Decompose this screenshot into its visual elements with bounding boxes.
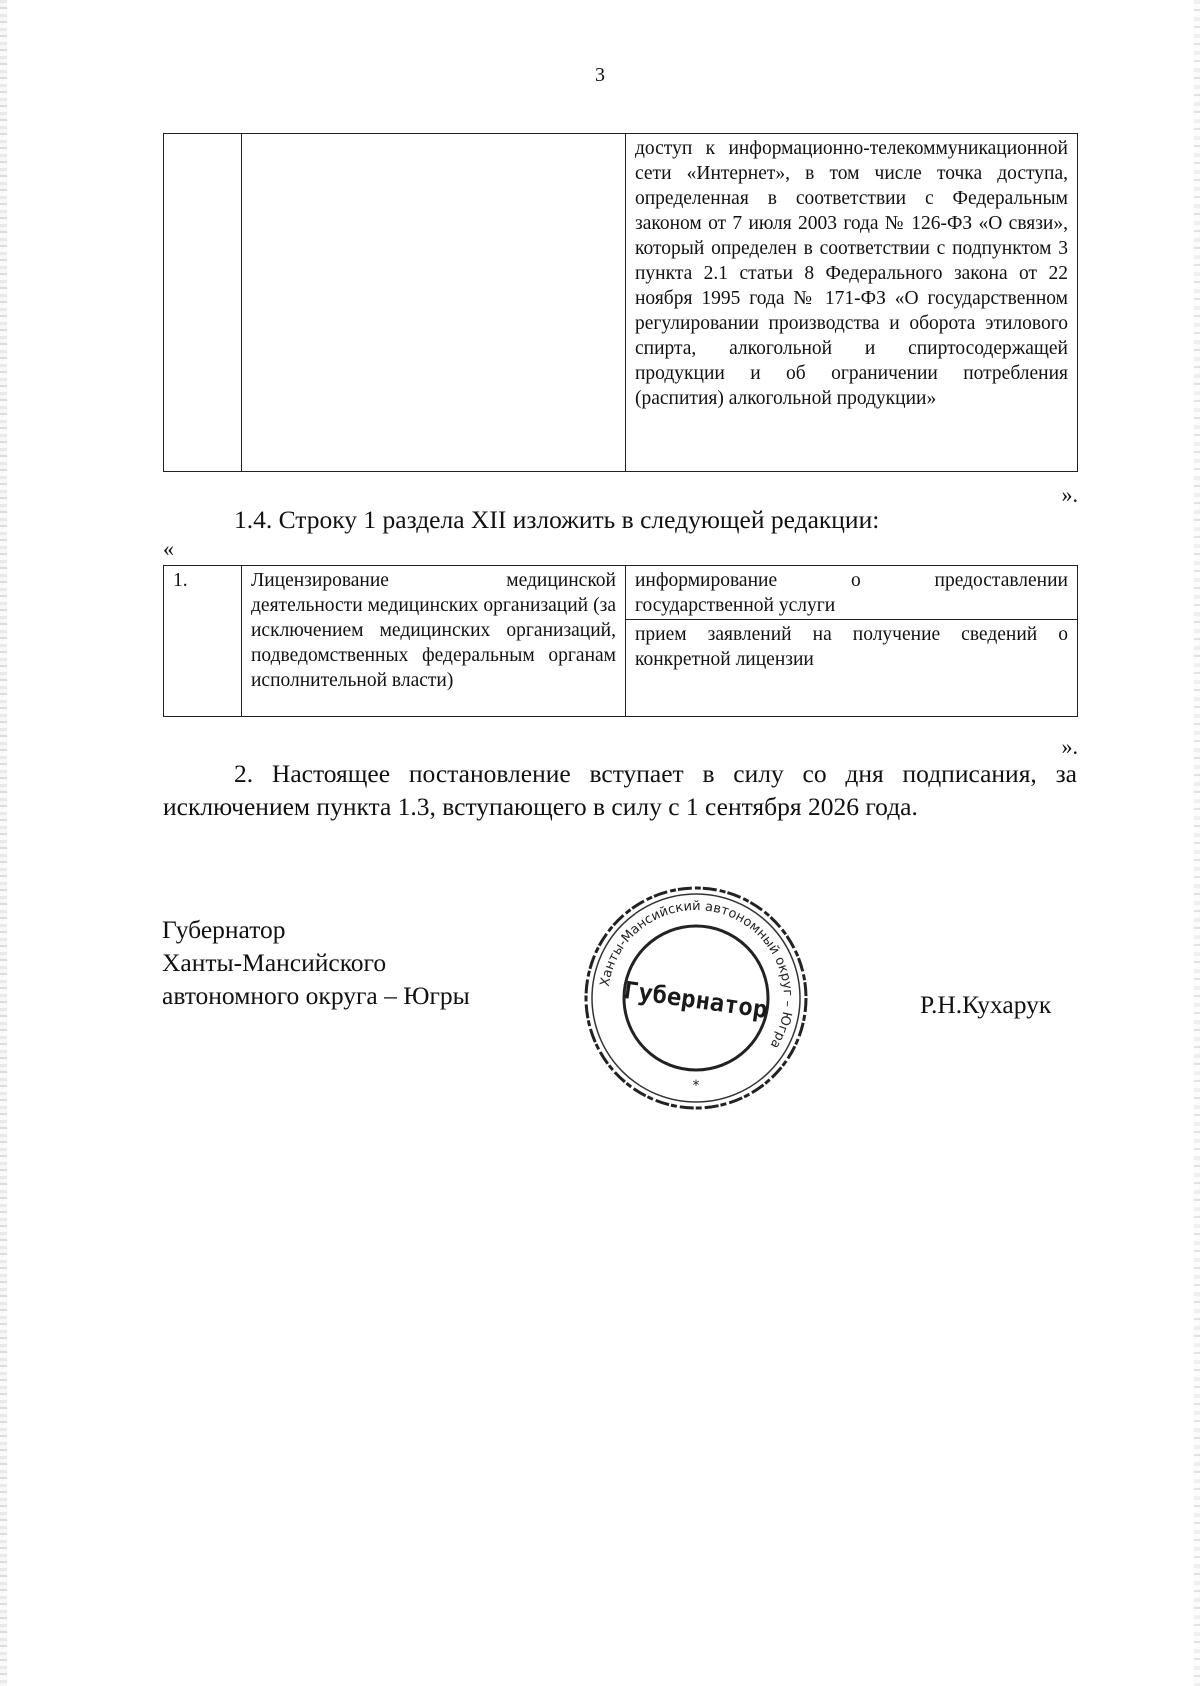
page-number: 3 bbox=[595, 64, 605, 86]
governor-seal bbox=[580, 882, 812, 1114]
closing-quote-1: ». bbox=[1061, 482, 1078, 507]
table-cell-service-1: информирование о предоставлении государственной услуги bbox=[626, 566, 1078, 620]
position-line-2: Ханты-Мансийского bbox=[162, 948, 387, 977]
signatory-name: Р.Н.Кухарук bbox=[920, 990, 1052, 1019]
seal-ring-text: Ханты-Мансийский автономный округ – Югра bbox=[597, 898, 796, 1052]
item-1-4 bbox=[163, 503, 1077, 536]
table-section-xii bbox=[163, 565, 1078, 717]
item-2 bbox=[163, 757, 1077, 823]
closing-quote-2: ». bbox=[1061, 734, 1078, 759]
table-continuation bbox=[163, 133, 1078, 472]
table-cell-number bbox=[164, 134, 242, 472]
signature-position bbox=[162, 913, 470, 1012]
opening-quote: « bbox=[163, 536, 174, 561]
table-row bbox=[164, 566, 1078, 620]
position-line-1: Губернатор bbox=[162, 915, 286, 944]
table-row bbox=[164, 134, 1078, 472]
seal-star: * bbox=[692, 1078, 700, 1094]
table-cell-license: Лицензирование медицинской деятельности медицинских организаций (за исключением медицинских организаций, подведомственных федеральным органам исполнительной власти) bbox=[242, 566, 626, 717]
table-cell-number: 1. bbox=[164, 566, 242, 717]
table-cell-service: доступ к информационно-телекоммуникационной сети «Интернет», в том числе точка доступа, определенная в соответствии с Федеральным законом от 7 июля 2003 года № 126-ФЗ «О связи», который определен в соответствии с подпунктом 3 пункта 2.1 статьи 8 Федерального закона от 22 ноября 1995 года № 171-ФЗ «О государственном регулировании производства и оборота этилового спирта, алкогольной и спиртосодержащей продукции и об ограничении потребления (распития) алкогольной продукции» bbox=[626, 134, 1078, 472]
position-line-3: автономного округа – Югры bbox=[162, 981, 470, 1010]
scan-edge-left bbox=[0, 0, 7, 1686]
item-2-text: 2. Настоящее постановление вступает в силу со дня подписания, за исключением пункта 1.3, вступающего в силу с 1 сентября 2026 года. bbox=[163, 759, 1077, 821]
scan-edge-right bbox=[1194, 0, 1200, 1686]
table-cell-license bbox=[242, 134, 626, 472]
seal-center-text: Губернатор bbox=[622, 976, 770, 1024]
item-1-4-text: 1.4. Строку 1 раздела XII изложить в следующей редакции: bbox=[234, 505, 880, 534]
table-cell-service-2: прием заявлений на получение сведений о конкретной лицензии bbox=[626, 620, 1078, 717]
